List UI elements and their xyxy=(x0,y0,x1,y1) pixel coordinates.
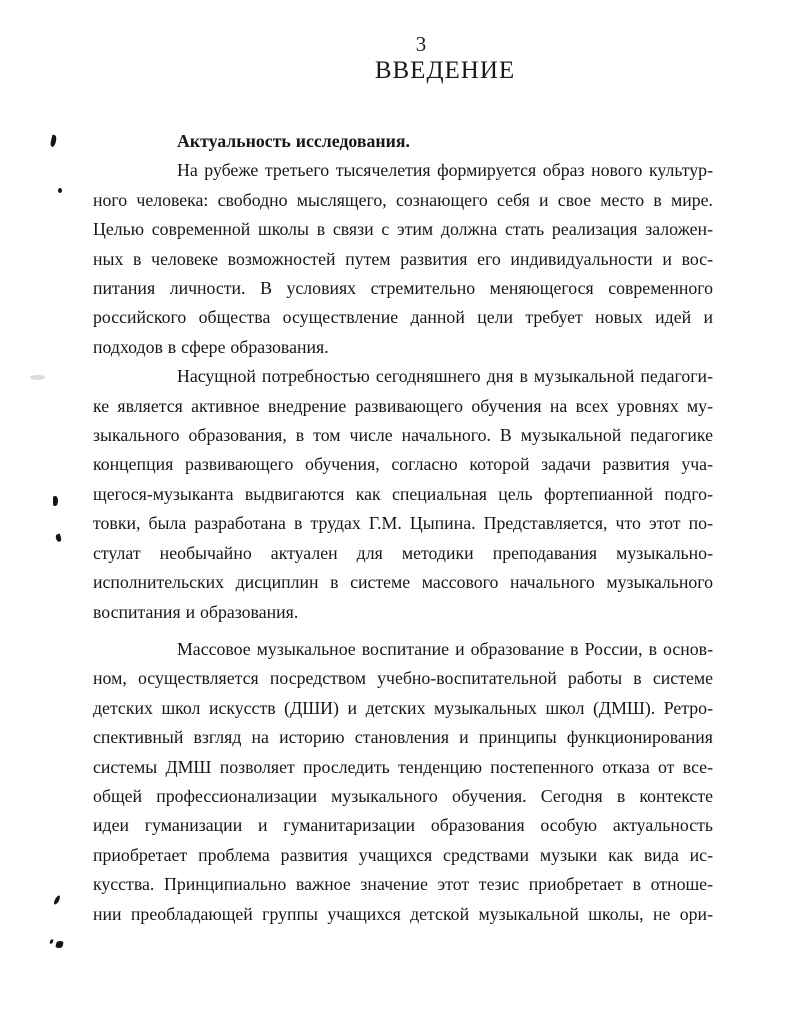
paragraph xyxy=(93,635,713,929)
text-line: щегося-музыканта выдвигаются как специальная цель фортепианной подго- xyxy=(93,483,713,504)
text-line: ного человека: свободно мыслящего, сознающего себя и свое место в мире. xyxy=(93,189,713,210)
section-heading: ВВЕДЕНИЕ xyxy=(374,57,516,84)
text-line: исполнительских дисциплин в системе массового начального музыкального xyxy=(93,572,713,593)
text-line: питания личности. В условиях стремительно меняющегося современного xyxy=(93,278,713,299)
text-line: воспитания и образования. xyxy=(93,601,299,622)
text-line: спективный взгляд на историю становления и принципы функционирования xyxy=(93,727,713,748)
text-line: стулат необычайно актуален для методики преподавания музыкально- xyxy=(93,542,713,563)
text-line: товки, была разработана в трудах Г.М. Цыпина. Представляется, что этот по- xyxy=(93,513,713,534)
text-line: На рубеже третьего тысячелетия формируется образ нового культур- xyxy=(177,160,713,181)
text-line: детских школ искусств (ДШИ) и детских музыкальных школ (ДМШ). Ретро- xyxy=(93,697,713,718)
ink-speck xyxy=(58,188,62,193)
text-line: Массовое музыкальное воспитание и образование в России, в основ- xyxy=(177,638,713,659)
text-line: ном, осуществляется посредством учебно-воспитательной работы в системе xyxy=(93,668,713,689)
ink-speck xyxy=(50,135,58,148)
text-line: ных в человеке возможностей путем развития его индивидуальности и вос- xyxy=(93,248,713,269)
ink-speck xyxy=(53,496,58,506)
text-line: российского общества осуществление данной цели требует новых идей и xyxy=(93,307,713,328)
ink-speck xyxy=(55,940,63,948)
ink-speck xyxy=(55,533,62,542)
run-in-heading: Актуальность исследования. xyxy=(177,131,410,151)
text-line: идеи гуманизации и гуманитаризации образования особую актуальность xyxy=(93,815,713,836)
text-line: нии преобладающей группы учащихся детской музыкальной школы, не ори- xyxy=(93,903,713,924)
paragraph xyxy=(93,362,713,627)
text-line: Целью современной школы в связи с этим должна стать реализация заложен- xyxy=(93,219,713,240)
document-body xyxy=(93,127,713,929)
text-line: системы ДМШ позволяет проследить тенденцию постепенного отказа от все- xyxy=(93,756,713,777)
text-line: Насущной потребностью сегодняшнего дня в музыкальной педагоги- xyxy=(177,366,713,387)
ink-speck xyxy=(49,939,54,945)
text-line: приобретает проблема развития учащихся средствами музыки как вида ис- xyxy=(93,844,713,865)
paragraph xyxy=(93,127,713,362)
ink-smudge xyxy=(30,375,45,380)
text-line: зыкального образования, в том числе начального. В музыкальной педагогике xyxy=(93,425,713,446)
page-number: 3 xyxy=(415,32,427,56)
text-line: кусства. Принципиально важное значение этот тезис приобретает в отноше- xyxy=(93,874,713,895)
text-line: ке является активное внедрение развивающего обучения на всех уровнях му- xyxy=(93,395,713,416)
text-line: подходов в сфере образования. xyxy=(93,336,329,357)
text-line: общей профессионализации музыкального обучения. Сегодня в контексте xyxy=(93,785,713,806)
ink-speck xyxy=(53,895,61,906)
text-line: концепция развивающего обучения, согласно которой задачи развития уча- xyxy=(93,454,713,475)
